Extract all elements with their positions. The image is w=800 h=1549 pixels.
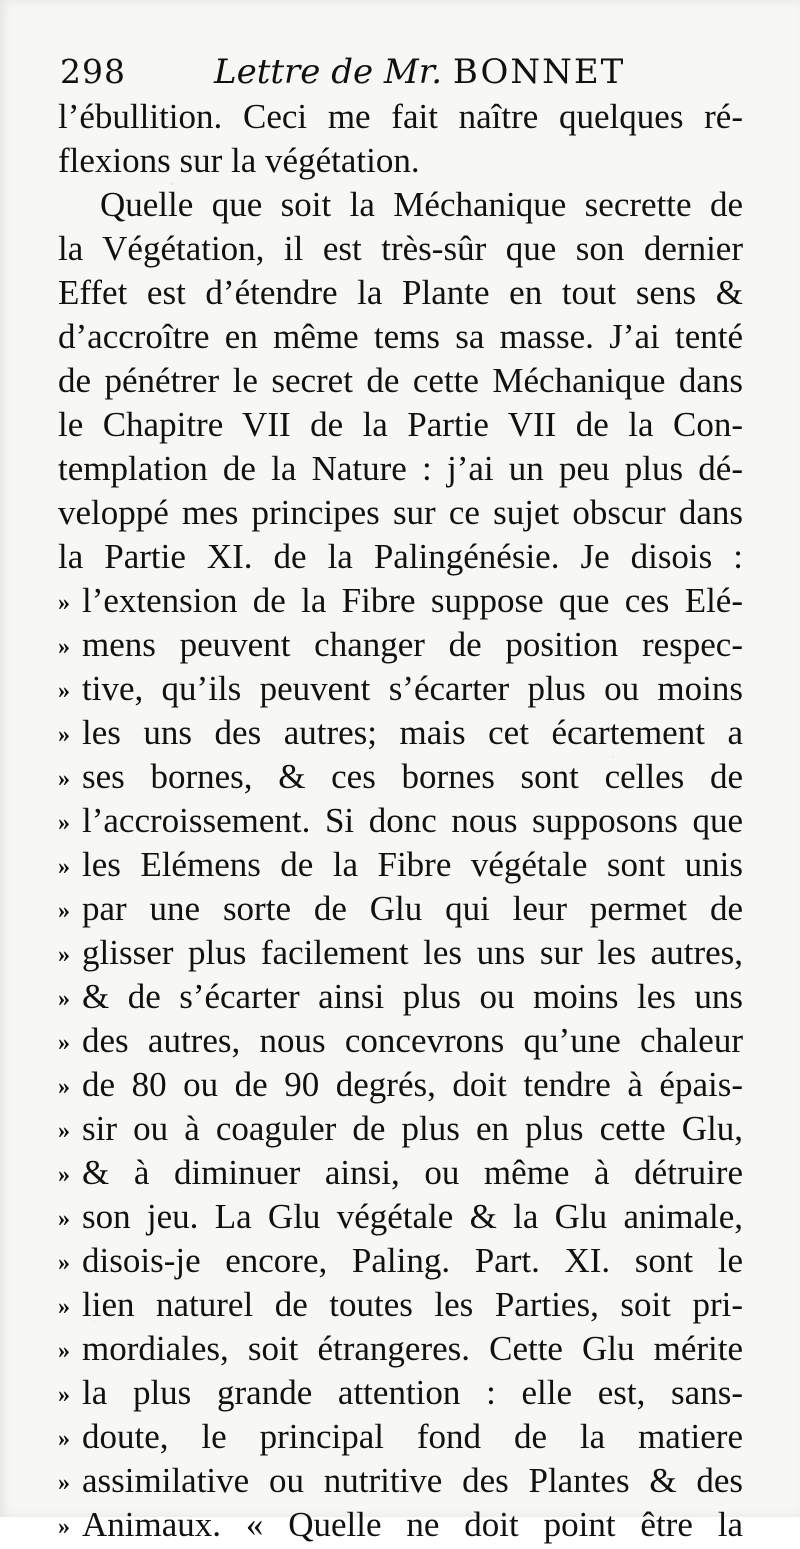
quotation-mark: » — [58, 1294, 70, 1320]
line-text: lien naturel de toutes les Parties, soit pri- — [82, 1285, 743, 1324]
line-text: de 80 ou de 90 degrés, doit tendre à épais- — [82, 1065, 743, 1104]
text-line-14 — [58, 667, 743, 711]
text-line-29 — [58, 1327, 743, 1371]
running-title-prefix: Lettre de Mr. — [214, 52, 443, 92]
quotation-mark: » — [58, 1338, 70, 1364]
line-text: disois-je encore, Paling. Part. XI. sont le — [82, 1241, 743, 1280]
quotation-mark: » — [58, 1074, 70, 1100]
line-text: l’accroissement. Si donc nous supposons que — [82, 801, 743, 840]
text-line-26 — [58, 1195, 743, 1239]
quotation-mark: » — [58, 1030, 70, 1056]
line-text: le Chapitre VII de la Partie VII de la Con- — [58, 405, 743, 444]
text-line-1 — [58, 95, 743, 139]
line-text: les Elémens de la Fibre végétale sont unis — [82, 845, 743, 884]
quotation-mark: » — [58, 1250, 70, 1276]
line-text: assimilative ou nutritive des Plantes & des — [82, 1461, 743, 1500]
quotation-mark: » — [58, 898, 70, 924]
line-text: par une sorte de Glu qui leur permet de — [82, 889, 743, 928]
text-line-25 — [58, 1151, 743, 1195]
line-text: des autres, nous concevrons qu’une chaleur — [82, 1021, 743, 1060]
text-line-32 — [58, 1459, 743, 1503]
quotation-mark: » — [58, 766, 70, 792]
page-text — [58, 95, 743, 1544]
text-line-21 — [58, 975, 743, 1019]
text-line-22 — [58, 1019, 743, 1063]
quotation-mark: » — [58, 854, 70, 880]
quotation-mark: » — [58, 678, 70, 704]
line-text: & à diminuer ainsi, ou même à détruire — [82, 1153, 743, 1192]
text-line-16 — [58, 755, 743, 799]
quotation-mark: » — [58, 810, 70, 836]
line-text: la Partie XI. de la Palingénésie. Je disois : — [58, 537, 743, 576]
line-text: l’ébullition. Ceci me fait naître quelques ré- — [58, 97, 743, 136]
text-line-3 — [58, 183, 743, 227]
text-line-6 — [58, 315, 743, 359]
line-text: sir ou à coaguler de plus en plus cette Glu, — [82, 1109, 743, 1148]
line-text: les uns des autres; mais cet écartement a — [82, 713, 743, 752]
running-title — [214, 50, 625, 94]
quotation-mark: » — [58, 590, 70, 616]
quotation-mark: » — [58, 1382, 70, 1408]
line-text: la plus grande attention : elle est, sans- — [82, 1373, 743, 1412]
text-line-12 — [58, 579, 743, 623]
running-title-author: BONNET — [452, 52, 626, 92]
text-line-8 — [58, 403, 743, 447]
text-line-11 — [58, 535, 743, 579]
line-text: ses bornes, & ces bornes sont celles de — [82, 757, 743, 796]
quotation-mark: » — [58, 1426, 70, 1452]
line-text: & de s’écarter ainsi plus ou moins les uns — [82, 977, 743, 1016]
line-text: Quelle que soit la Méchanique secrette de — [100, 185, 743, 224]
line-text: templation de la Nature : j’ai un peu plus dé- — [58, 449, 743, 488]
text-line-33 — [58, 1503, 743, 1547]
quotation-mark: » — [58, 1118, 70, 1144]
text-line-30 — [58, 1371, 743, 1415]
quotation-mark: » — [58, 942, 70, 968]
text-line-18 — [58, 843, 743, 887]
text-line-4 — [58, 227, 743, 271]
text-line-7 — [58, 359, 743, 403]
line-text: mens peuvent changer de position respec- — [82, 625, 743, 664]
text-line-24 — [58, 1107, 743, 1151]
line-text: Effet est d’étendre la Plante en tout sens & — [58, 273, 743, 312]
text-line-5 — [58, 271, 743, 315]
text-line-31 — [58, 1415, 743, 1459]
quotation-mark: » — [58, 722, 70, 748]
text-line-20 — [58, 931, 743, 975]
page-number: 298 — [60, 52, 126, 91]
text-line-10 — [58, 491, 743, 535]
text-line-13 — [58, 623, 743, 667]
quotation-mark: » — [58, 634, 70, 660]
line-text: tive, qu’ils peuvent s’écarter plus ou moins — [82, 669, 743, 708]
line-text: doute, le principal fond de la matiere — [82, 1417, 743, 1456]
quotation-mark: » — [58, 1470, 70, 1496]
text-line-17 — [58, 799, 743, 843]
running-header — [60, 50, 750, 94]
line-text: d’accroître en même tems sa masse. J’ai tenté — [58, 317, 743, 356]
text-line-15 — [58, 711, 743, 755]
line-text: veloppé mes principes sur ce sujet obscur dans — [58, 493, 743, 532]
line-text: la Végétation, il est très-sûr que son dernier — [58, 229, 743, 268]
line-text: glisser plus facilement les uns sur les autres, — [82, 933, 743, 972]
line-text: l’extension de la Fibre suppose que ces Elé- — [82, 581, 743, 620]
text-line-19 — [58, 887, 743, 931]
line-text: son jeu. La Glu végétale & la Glu animale, — [82, 1197, 743, 1236]
text-line-27 — [58, 1239, 743, 1283]
quotation-mark: » — [58, 1514, 70, 1540]
quotation-mark: » — [58, 1206, 70, 1232]
text-line-2 — [58, 139, 743, 183]
text-line-9 — [58, 447, 743, 491]
text-line-28 — [58, 1283, 743, 1327]
quotation-mark: » — [58, 1162, 70, 1188]
line-text: flexions sur la végétation. — [58, 141, 420, 180]
text-line-23 — [58, 1063, 743, 1107]
quotation-mark: » — [58, 986, 70, 1012]
line-text: Animaux. « Quelle ne doit point être la — [82, 1505, 743, 1544]
line-text: mordiales, soit étrangeres. Cette Glu mérite — [82, 1329, 743, 1368]
line-text: de pénétrer le secret de cette Méchanique dans — [58, 361, 743, 400]
